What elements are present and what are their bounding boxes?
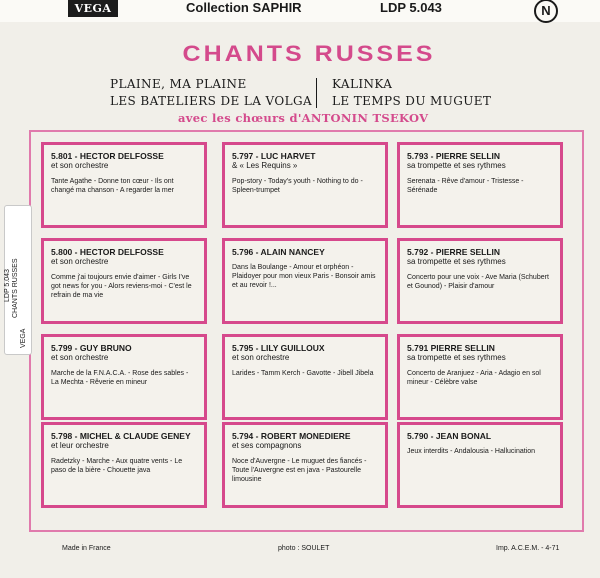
record-tracklist: Comme j'ai toujours envie d'aimer - Girls I've got news for you - Alors reviens-moi - C'est le refrain de ma vie [51,274,192,299]
record-card [397,238,563,324]
song-title: LE TEMPS DU MUGUET [332,94,492,108]
record-card [41,334,207,420]
record-card [41,142,207,228]
printer-credit: Imp. A.C.E.M. - 4-71 [496,545,560,552]
record-tracklist: Concerto pour une voix - Ave Maria (Schubert et Gounod) - Plaisir d'amour [407,274,549,290]
record-heading: 5.798 - MICHEL & CLAUDE GENEY [51,431,191,441]
record-heading: 5.797 - LUC HARVET [232,151,316,161]
record-heading: 5.791 PIERRE SELLIN [407,343,495,353]
record-heading: 5.801 - HECTOR DELFOSSE [51,151,164,161]
record-subtitle: sa trompette et ses rythmes [407,161,506,170]
record-subtitle: et leur orchestre [51,441,109,450]
song-title: KALINKA [332,77,393,91]
record-tracklist: Concerto de Aranjuez - Aria - Adagio en sol mineur - Célèbre valse [407,370,541,386]
spine-title: CHANTS RUSSES [12,258,19,318]
catalog-number: LDP 5.043 [380,0,442,15]
vega-logo: VEGA [68,0,118,17]
record-heading: 5.790 - JEAN BONAL [407,431,492,441]
spine-catalog: LDP 5.043 [4,269,11,302]
record-subtitle: et son orchestre [51,257,109,266]
record-tracklist: Dans la Boulange - Amour et orphéon - Plaidoyer pour mon vieux Paris - Bonsoir amis et au revoir !... [232,264,376,289]
record-card [222,142,388,228]
record-card [41,422,207,508]
record-card [397,422,563,508]
song-list-right [332,76,491,110]
record-tracklist: Marche de la F.N.A.C.A. - Rose des sables - La Mechta - Rêverie en mineur [51,370,189,386]
record-heading: 5.793 - PIERRE SELLIN [407,151,501,161]
record-subtitle: & « Les Requins » [232,161,298,170]
record-tracklist: Pop-story - Today's youth - Nothing to do - Spleen-trumpet [232,178,363,194]
photo-credit: photo : SOULET [278,545,330,552]
spine-label: VEGA [20,328,27,348]
choir-credit: avec les chœurs d'ANTONIN TSEKOV [178,111,429,125]
spine-tab [4,205,32,355]
record-tracklist: Larides - Tamm Kerch - Gavotte - Jibell Jibela [232,370,374,377]
record-heading: 5.792 - PIERRE SELLIN [407,247,501,257]
record-subtitle: et son orchestre [51,161,109,170]
record-tracklist: Jeux interdits - Andalousia - Hallucination [407,448,536,455]
spine-tab-text [4,206,28,352]
n-badge: N [534,0,558,23]
record-card [41,238,207,324]
record-subtitle: sa trompette et ses rythmes [407,353,506,362]
record-heading: 5.800 - HECTOR DELFOSSE [51,247,164,257]
made-in-france: Made in France [62,545,111,552]
record-card [222,238,388,324]
song-title: LES BATELIERS DE LA VOLGA [110,94,313,108]
song-list-left [110,76,312,110]
record-card [222,422,388,508]
record-card [397,334,563,420]
record-tracklist: Tante Agathe - Donne ton cœur - Ils ont changé ma chanson - A regarder la mer [51,178,174,194]
album-title: CHANTS RUSSES [182,41,436,67]
record-heading: 5.795 - LILY GUILLOUX [232,343,325,353]
record-subtitle: et son orchestre [232,353,290,362]
song-title: PLAINE, MA PLAINE [110,77,247,91]
record-tracklist: Noce d'Auvergne - Le muguet des fiancés - Toute l'Auvergne est en java - Pastourelle limousine [232,458,367,483]
record-heading: 5.794 - ROBERT MONEDIERE [232,431,351,441]
record-subtitle: et ses compagnons [232,441,302,450]
record-subtitle: sa trompette et ses rythmes [407,257,506,266]
record-heading: 5.796 - ALAIN NANCEY [232,247,325,257]
collection-name: Collection SAPHIR [186,0,302,15]
record-subtitle: et son orchestre [51,353,109,362]
record-tracklist: Serenata - Rêve d'amour - Tristesse - Sérénade [407,178,524,194]
record-heading: 5.799 - GUY BRUNO [51,343,132,353]
record-card [222,334,388,420]
song-divider [316,78,317,108]
record-card [397,142,563,228]
record-tracklist: Radetzky - Marche - Aux quatre vents - Le paso de la bière - Chouette java [51,458,183,474]
